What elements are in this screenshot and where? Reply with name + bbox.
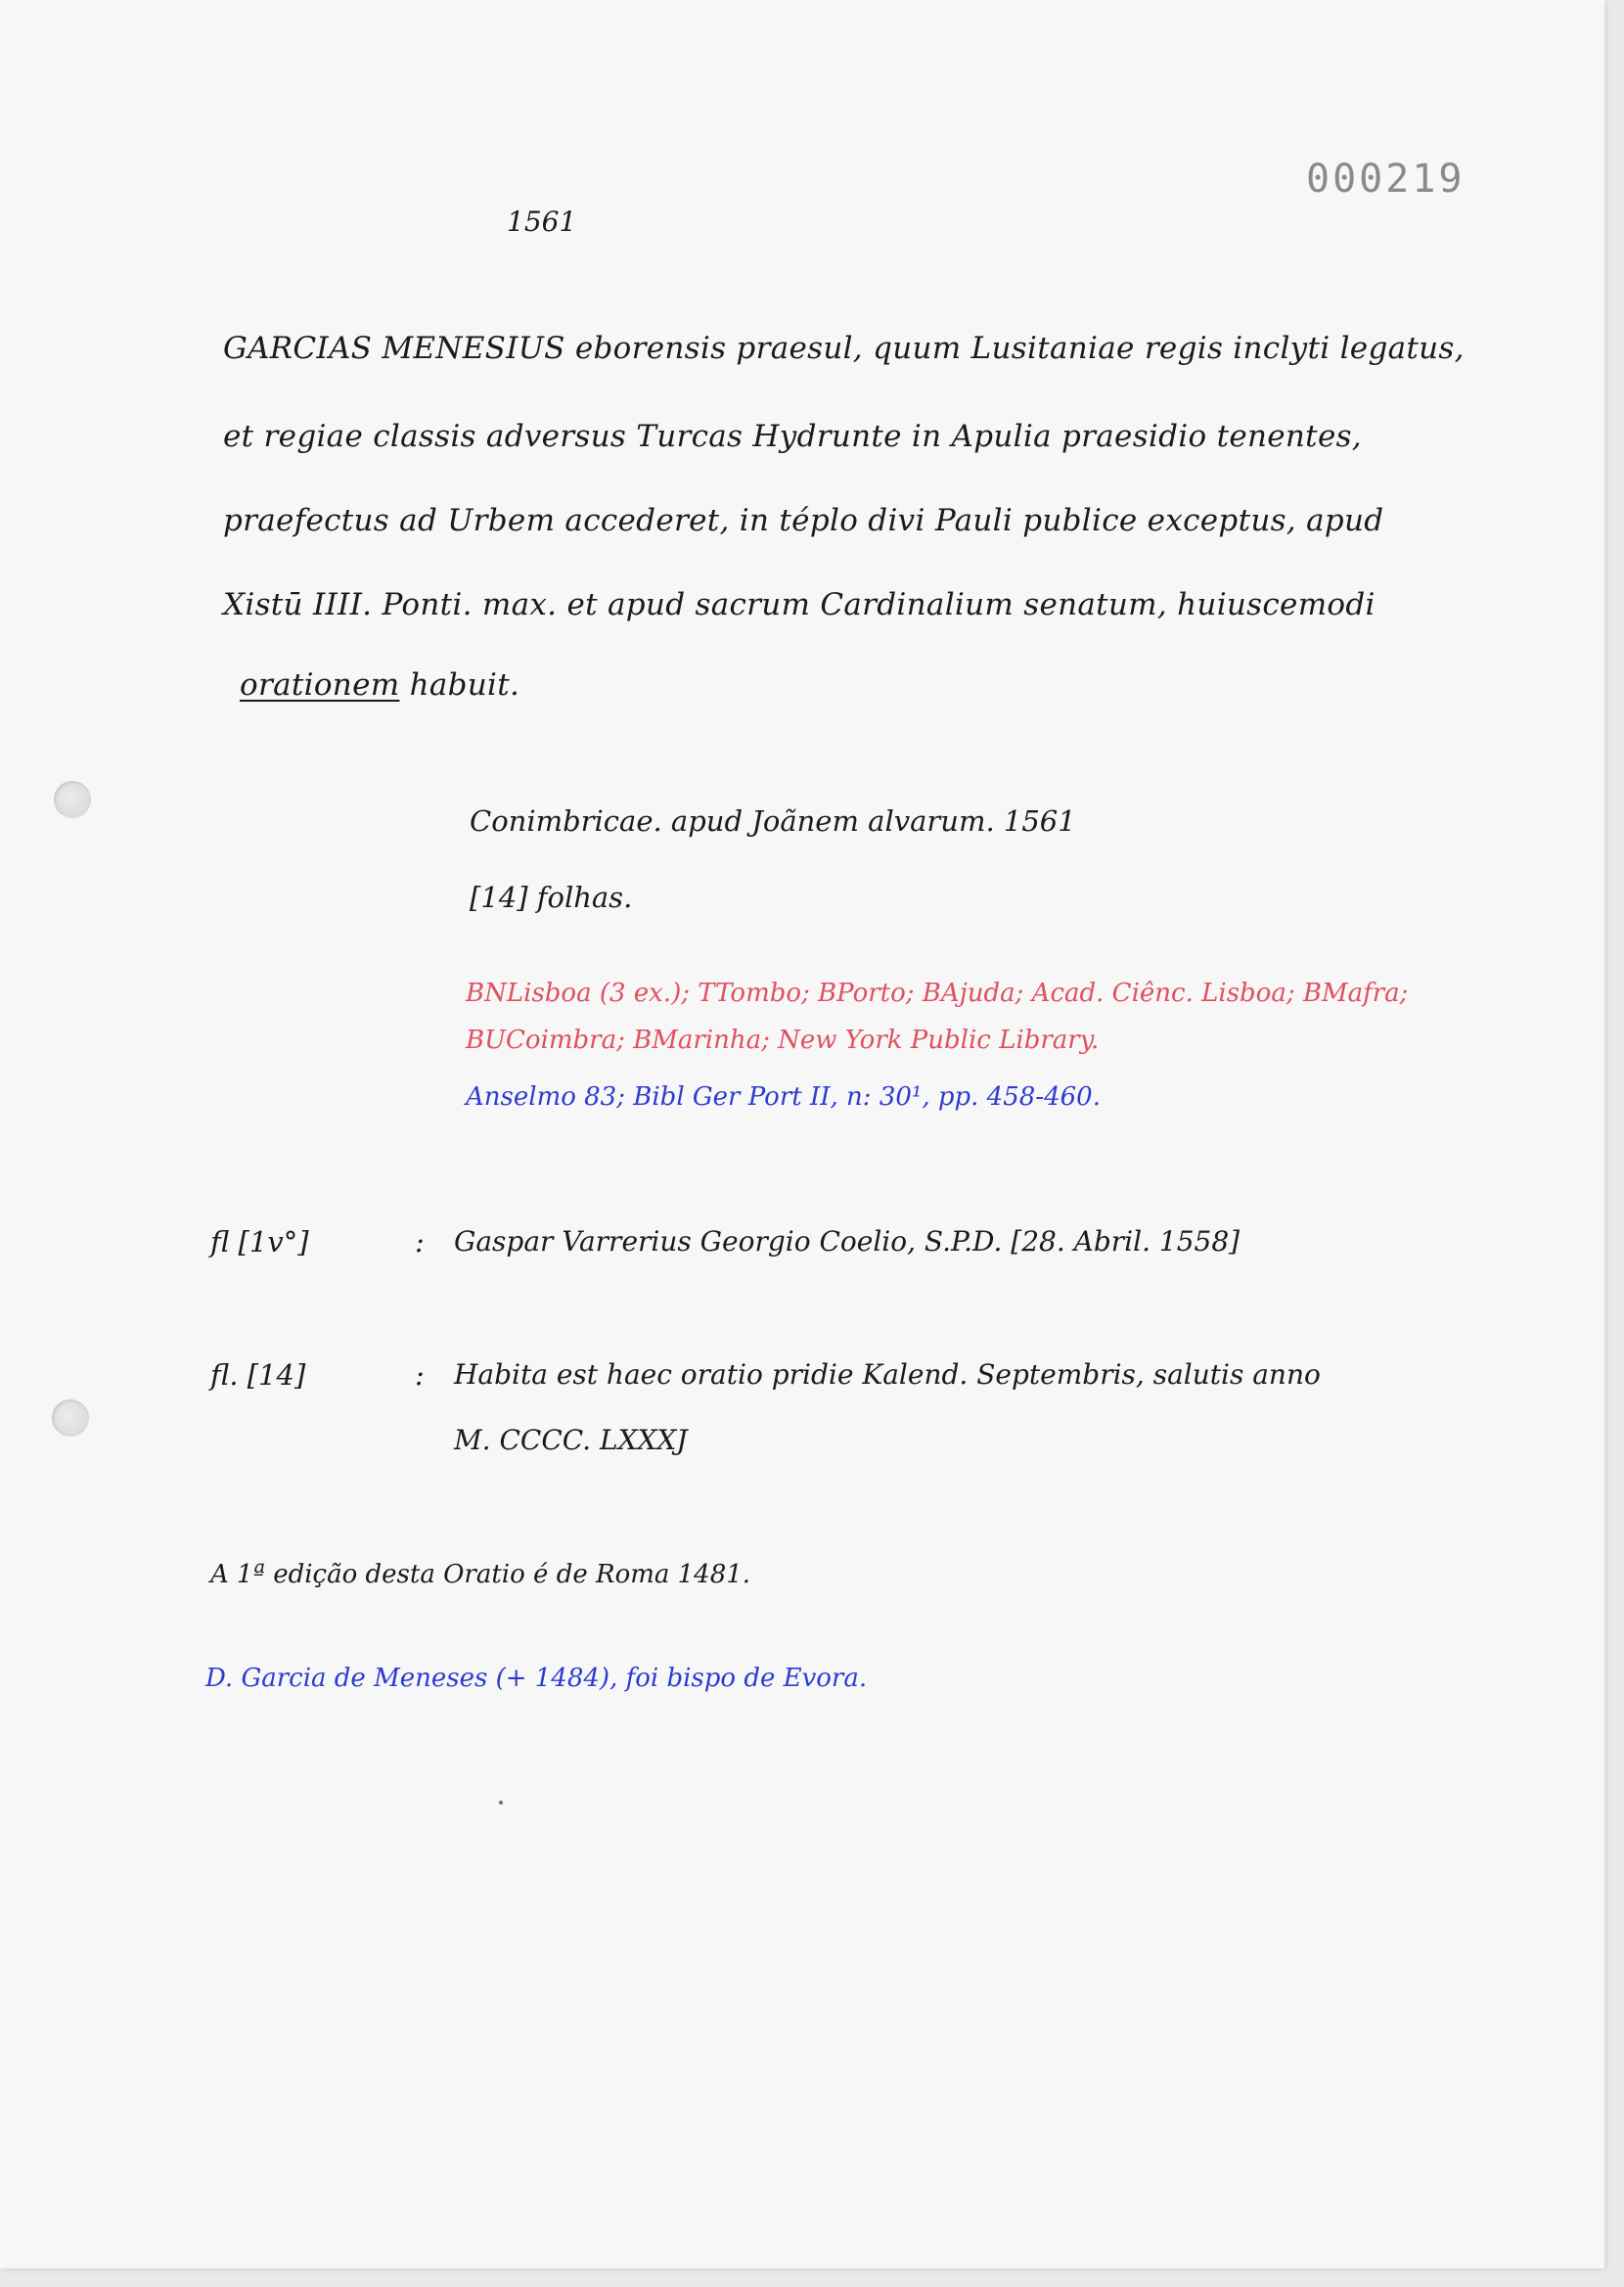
title-ending: habuit. bbox=[409, 667, 520, 703]
document-number: 000219 bbox=[1306, 157, 1466, 202]
holdings-line-1: BNLisboa (3 ex.); TTombo; BPorto; BAjuda; Acad. Ciênc. Lisboa; BMafra; bbox=[466, 979, 1409, 1008]
title-line-2: et regiae classis adversus Turcas Hydrunte in Apulia praesidio tenentes, bbox=[223, 419, 1362, 454]
title-line-3: praefectus ad Urbem accederet, in téplo divi Pauli publice exceptus, apud bbox=[223, 503, 1384, 538]
title-line-4: Xistū IIII. Ponti. max. et apud sacrum Cardinalium senatum, huiuscemodi bbox=[223, 587, 1376, 622]
folio-text-2-cont: M. CCCC. LXXXJ bbox=[454, 1424, 688, 1456]
ink-spot bbox=[499, 1801, 503, 1805]
folio-colon-1: : bbox=[415, 1225, 425, 1258]
title-line-1: GARCIAS MENESIUS eborensis praesul, quum Lusitaniae regis inclyti legatus, bbox=[223, 331, 1465, 366]
bibliographic-reference: Anselmo 83; Bibl Ger Port II, n: 30¹, pp. 458-460. bbox=[466, 1082, 1101, 1112]
title-underlined-word: orationem bbox=[240, 667, 400, 703]
author-note: D. Garcia de Meneses (+ 1484), foi bispo de Evora. bbox=[205, 1664, 868, 1693]
edition-note: A 1ª edição desta Oratio é de Roma 1481. bbox=[210, 1560, 751, 1589]
title-line-5 bbox=[240, 667, 519, 703]
folio-label-1: fl [1v°] bbox=[210, 1225, 309, 1258]
folio-colon-2: : bbox=[415, 1358, 425, 1392]
holdings-line-2: BUCoimbra; BMarinha; New York Public Library. bbox=[466, 1026, 1100, 1055]
year-heading: 1561 bbox=[507, 206, 577, 238]
folio-text-1: Gaspar Varrerius Georgio Coelio, S.P.D. [28. Abril. 1558] bbox=[454, 1225, 1241, 1258]
imprint: Conimbricae. apud Joãnem alvarum. 1561 bbox=[470, 804, 1076, 838]
punch-hole-bottom bbox=[52, 1399, 89, 1437]
extent: [14] folhas. bbox=[470, 881, 633, 914]
folio-label-2: fl. [14] bbox=[210, 1358, 306, 1392]
punch-hole-top bbox=[54, 781, 91, 818]
folio-text-2: Habita est haec oratio pridie Kalend. Septembris, salutis anno bbox=[454, 1358, 1321, 1391]
